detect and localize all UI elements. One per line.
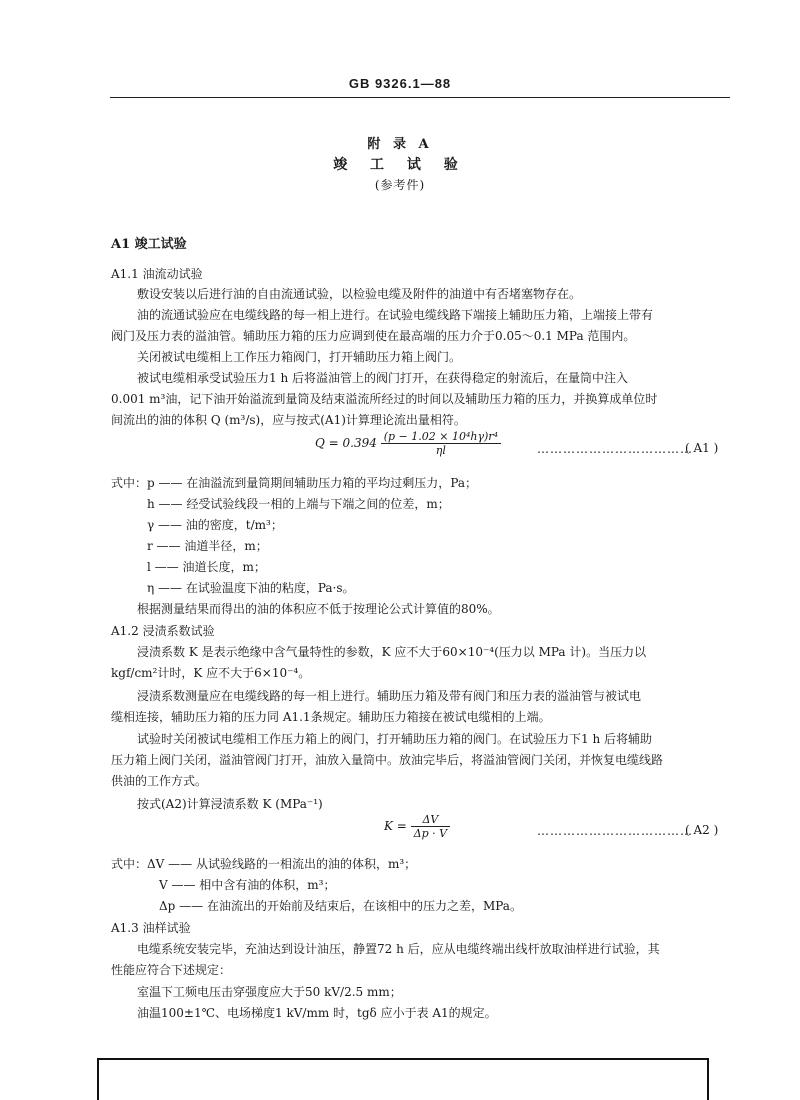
equation-a2 [384, 813, 450, 840]
a11-def-gamma: γ —— 油的密度，t/m³； [147, 518, 283, 532]
a12-paragraph-2b: 缆相连接，辅助压力箱的压力同 A1.1条规定。辅助压力箱接在被试电缆相的上端。 [111, 710, 551, 724]
header-rule [110, 97, 730, 98]
a12-paragraph-4: 按式(A2)计算浸渍系数 K (MPa⁻¹) [137, 797, 323, 811]
document-code-header: GB 9326.1—88 [348, 76, 452, 91]
equation-a2-denominator: Δp · V [413, 827, 448, 840]
equation-a2-numerator: ΔV [411, 813, 450, 827]
a12-paragraph-1b: kgf/cm²计时，K 应不大于6×10⁻⁴。 [111, 666, 311, 680]
a13-paragraph-1a: 电缆系统安装完毕，充油达到设计油压，静置72 h 后，应从电缆终端出线杆放取油样进行试验，其 [137, 942, 660, 956]
a11-def-eta: η —— 在试验温度下油的粘度，Pa·s。 [147, 581, 355, 595]
a12-def-dp: Δp —— 在油流出的开始前及结束后，在该相中的压力之差，MPa。 [159, 899, 522, 913]
a12-paragraph-3b: 压力箱上阀门关闭，溢油管阀门打开，油放入量筒中。放油完毕后，将溢油管阀门关闭，并恢复电缆线路 [111, 753, 664, 767]
a11-paragraph-4a: 被试电缆相承受试验压力1 h 后将溢油管上的阀门打开，在获得稳定的射流后，在量筒中注入 [137, 371, 628, 385]
a12-paragraph-2a: 浸渍系数测量应在电缆线路的每一相上进行。辅助压力箱及带有阀门和压力表的溢油管与被试电 [137, 689, 642, 703]
a11-paragraph-5: 根据测量结果而得出的油的体积应不低于按理论公式计算值的80%。 [137, 602, 500, 616]
a12-where-intro: 式中： [111, 857, 148, 871]
section-a11-heading: A1.1 油流动试验 [111, 267, 203, 281]
equation-a2-left: K = [384, 819, 407, 833]
appendix-note: (参考件) [374, 178, 426, 192]
section-a13-heading: A1.3 油样试验 [111, 921, 191, 935]
a11-paragraph-4c: 间流出的油的体积 Q (m³/s)，应与按式(A1)计算理论流出量相符。 [111, 413, 466, 427]
a11-def-p: p —— 在油溢流到量筒期间辅助压力箱的平均过剩压力，Pa； [147, 476, 478, 490]
a11-paragraph-1: 敷设安装以后进行油的自由流通试验，以检验电缆及附件的油道中有否堵塞物存在。 [137, 287, 582, 301]
a12-paragraph-3c: 供油的工作方式。 [111, 774, 208, 788]
equation-a1-leader: ……………………………… [537, 442, 693, 456]
equation-a1-numerator: (p − 1.02 × 10⁴hγ)r⁴ [381, 430, 501, 444]
a12-def-v: V —— 相中含有油的体积，m³； [159, 878, 336, 892]
a12-def-dv: ΔV —— 从试验线路的一相流出的油的体积，m³； [147, 857, 417, 871]
section-a12-heading: A1.2 浸渍系数试验 [111, 624, 215, 638]
equation-a1-fraction [381, 430, 501, 457]
equation-a1-denominator: ηl [435, 444, 446, 457]
section-a1-heading: A1 竣工试验 [111, 237, 187, 252]
a11-where-intro: 式中： [111, 476, 148, 490]
equation-a2-fraction [411, 813, 450, 840]
a11-def-l: l —— 油道长度，m； [147, 560, 266, 574]
a11-paragraph-2a: 油的流通试验应在电缆线路的每一相上进行。在试验电缆线路下端接上辅助压力箱，上端接上带有 [137, 308, 654, 322]
table-frame-top [97, 1058, 709, 1100]
equation-a1-left: Q = 0.394 [315, 436, 377, 450]
equation-a2-leader: ……………………………… [537, 824, 693, 838]
a11-paragraph-3: 关闭被试电缆相上工作压力箱阀门，打开辅助压力箱上阀门。 [137, 350, 462, 364]
a11-def-r: r —— 油道半径，m； [147, 539, 268, 553]
a13-paragraph-2: 室温下工频电压击穿强度应大于50 kV/2.5 mm； [137, 985, 402, 999]
equation-a1-label: ( A1 ) [685, 441, 719, 455]
a12-paragraph-3a: 试验时关闭被试电缆相工作压力箱上的阀门，打开辅助压力箱的阀门。在试验压力下1 h 后将辅助 [137, 732, 652, 746]
appendix-subtitle: 竣 工 试 验 [333, 157, 467, 173]
a12-paragraph-1a: 浸渍系数 K 是表示绝缘中含气量特性的参数，K 应不大于60×10⁻⁴(压力以 MPa 计)。当压力以 [137, 645, 647, 659]
equation-a1 [315, 430, 501, 457]
a13-paragraph-1b: 性能应符合下述规定： [111, 963, 232, 977]
a11-paragraph-2b: 阀门及压力表的溢油管。辅助压力箱的压力应调到使在最高端的压力介于0.05～0.1 MPa 范围内。 [111, 329, 636, 343]
a11-def-h: h —— 经受试验线段一相的上端与下端之间的位差，m； [147, 497, 450, 511]
a13-paragraph-3: 油温100±1℃、电场梯度1 kV/mm 时，tgδ 应小于表 A1的规定。 [137, 1006, 497, 1020]
appendix-title: 附 录 A [367, 137, 433, 152]
equation-a2-label: ( A2 ) [685, 823, 719, 837]
a11-paragraph-4b: 0.001 m³油，记下油开始溢流到量筒及结束溢流所经过的时间以及辅助压力箱的压力，并换算成单位时 [111, 392, 658, 406]
